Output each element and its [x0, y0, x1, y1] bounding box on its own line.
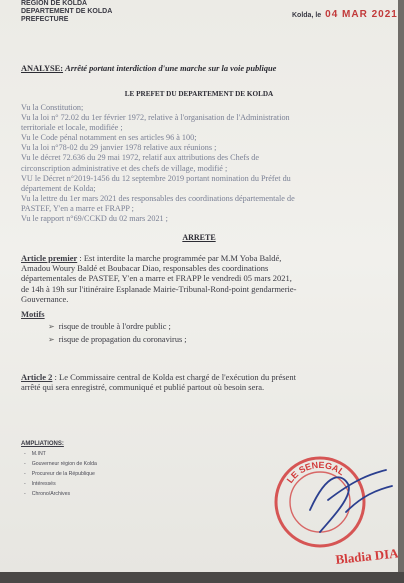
- official-seal-stamp: [258, 440, 398, 572]
- vu-line: Vu la lettre du 1er mars 2021 des responsables des coordinations départementale de: [21, 193, 295, 203]
- ampliation-item: - Intéressés: [24, 481, 56, 487]
- ampliation-item: - M.INT: [24, 451, 46, 457]
- header-department: DEPARTEMENT DE KOLDA: [21, 8, 113, 15]
- signature-scribble: [310, 470, 392, 532]
- arrow-bullet-icon: ➢: [48, 322, 55, 331]
- ampliation-item: - Procureur de la République: [24, 471, 95, 477]
- vu-line: Vu la loi n°78-02 du 29 janvier 1978 relative aux réunions ;: [21, 143, 217, 153]
- ampliations-title: AMPLIATIONS:: [21, 441, 64, 447]
- article-1-line: de 14h à 19h sur l'itinéraire Esplanade Mairie-Tribunal-Rond-point gendarmerie-: [21, 283, 297, 294]
- ampliation-item: - Chrono/Archives: [24, 491, 71, 497]
- analyse-text: Arrêté portant interdiction d'une marche sur la voie publique: [65, 64, 277, 73]
- motif-item: [48, 322, 171, 331]
- article-1-line: Gouvernance.: [21, 293, 69, 304]
- date-line: [292, 9, 398, 20]
- analyse-line: [21, 64, 276, 73]
- vu-line: VU le Décret n°2019-1456 du 12 septembre 2019 portant nomination du Préfet du: [21, 173, 291, 183]
- vu-line: Vu le rapport n°69/CCKD du 02 mars 2021 ;: [21, 214, 168, 224]
- ampliation-item: - Gouverneur région de Kolda: [24, 461, 97, 467]
- vu-block: [21, 103, 391, 224]
- article-1: [21, 253, 389, 304]
- header-region: REGION DE KOLDA: [21, 0, 88, 7]
- article-1-line: : Est interdite la marche programmée par M.M Yoba Baldé,: [79, 253, 282, 263]
- vu-line: territoriale et locale, modifiée ;: [21, 123, 123, 133]
- analyse-label: ANALYSE:: [21, 64, 64, 73]
- vu-line: Vu le Code pénal notamment en ses articles 96 à 100;: [21, 133, 197, 143]
- header-prefecture: PREFECTURE: [21, 16, 69, 23]
- page-bottom-edge: [0, 572, 404, 583]
- date-stamp: 04 MAR 2021: [325, 9, 398, 20]
- article-2: [21, 372, 393, 392]
- vu-line: PASTEF, Y'en a marre et FRAPP ;: [21, 203, 134, 213]
- date-prefix: Kolda, le: [292, 12, 322, 19]
- vu-line: circonscription administrative et des chefs de village, modifié ;: [21, 163, 228, 173]
- article-2-line: : Le Commissaire central de Kolda est chargé de l'exécution du présent: [54, 372, 296, 382]
- article-1-line: Amadou Woury Baldé et Boubacar Diao, responsables des coordinations: [21, 263, 269, 274]
- issuer-title: LE PREFET DU DEPARTEMENT DE KOLDA: [124, 90, 274, 98]
- article-1-label: Article premier: [21, 253, 78, 263]
- signature-name: Bladia DIA: [334, 545, 400, 567]
- article-1-line: départementales de PASTEF, Y'en a marre et FRAPP le vendredi 05 mars 2021,: [21, 273, 292, 284]
- motif-text: risque de trouble à l'ordre public ;: [58, 322, 171, 331]
- motif-item: [48, 335, 187, 344]
- motifs-label: Motifs: [21, 309, 45, 319]
- article-2-line: arrêté qui sera enregistré, communiqué et publié partout où besoin sera.: [21, 382, 265, 393]
- motif-text: risque de propagation du coronavirus ;: [58, 335, 187, 344]
- arrow-bullet-icon: ➢: [48, 335, 55, 344]
- vu-line: département de Kolda;: [21, 183, 96, 193]
- arrete-title: ARRETE: [182, 233, 216, 242]
- vu-line: Vu le décret 72.636 du 29 mai 1972, relatif aux attributions des Chefs de: [21, 153, 260, 163]
- vu-line: Vu la Constitution;: [21, 103, 84, 112]
- article-2-label: Article 2: [21, 372, 53, 382]
- seal-ring-text: LE SENEGAL: [284, 459, 347, 485]
- vu-line: Vu la loi n° 72.02 du 1er février 1972, relative à l'organisation de l'Administration: [21, 113, 290, 123]
